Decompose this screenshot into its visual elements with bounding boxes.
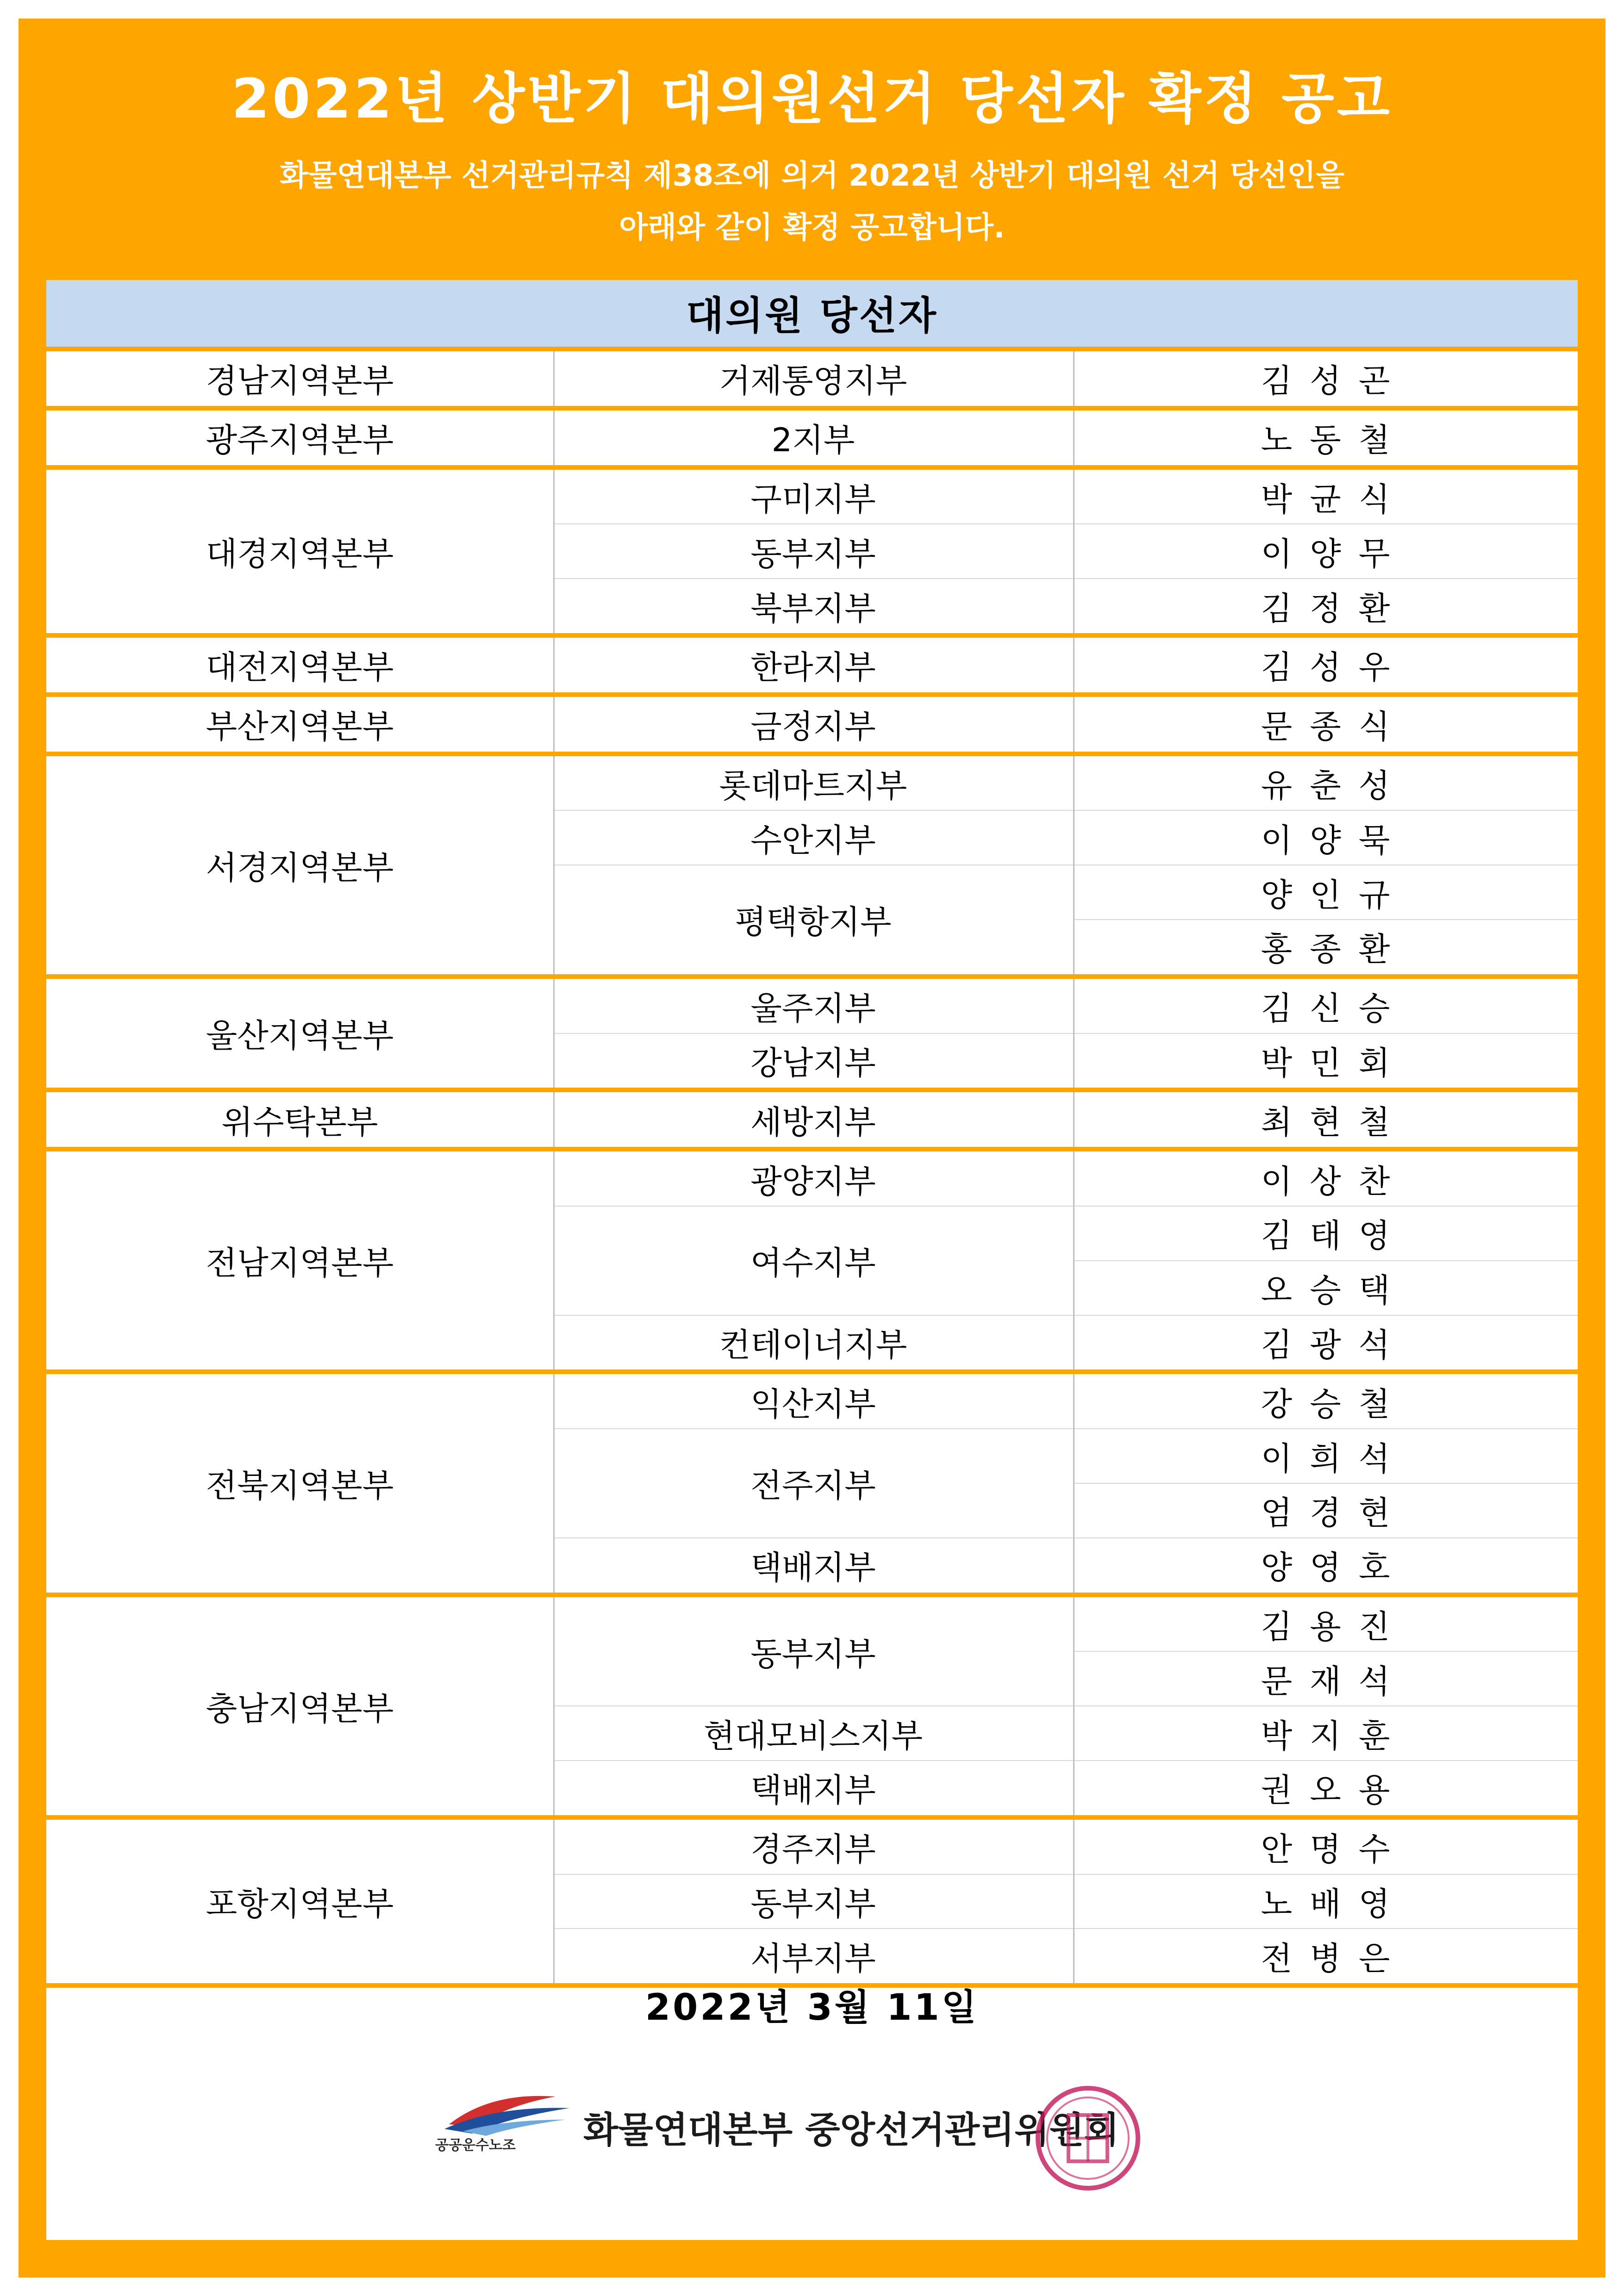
table-divider <box>553 1315 1578 1316</box>
branch-cell: 택배지부 <box>750 1771 876 1810</box>
member-cell: 강승철 <box>1261 1385 1408 1423</box>
table-divider <box>1073 919 1578 920</box>
region-cell: 부산지역본부 <box>206 708 394 746</box>
member-cell: 양인규 <box>1261 876 1408 914</box>
branch-cell: 수안지부 <box>750 821 876 859</box>
branch-cell: 세방지부 <box>750 1103 876 1141</box>
column-divider <box>1073 1151 1074 1369</box>
official-seal-icon <box>1032 2083 1143 2194</box>
member-cell: 이양묵 <box>1261 821 1408 859</box>
branch-cell: 택배지부 <box>750 1549 876 1587</box>
table-divider <box>1073 1260 1578 1261</box>
branch-cell: 여수지부 <box>750 1244 876 1282</box>
column-divider <box>553 411 555 465</box>
member-cell: 김신승 <box>1261 989 1408 1028</box>
region-cell: 위수탁본부 <box>221 1103 378 1141</box>
column-divider <box>1073 351 1074 406</box>
table-divider <box>46 692 1578 697</box>
member-cell: 노배영 <box>1261 1885 1408 1923</box>
branch-cell: 서부지부 <box>750 1939 876 1978</box>
member-cell: 김정환 <box>1261 589 1408 628</box>
column-divider <box>553 697 555 752</box>
column-divider <box>1073 470 1074 633</box>
table-divider <box>46 633 1578 638</box>
branch-cell: 구미지부 <box>750 480 876 518</box>
table-divider <box>46 1369 1578 1374</box>
column-divider <box>553 1092 555 1147</box>
page-subtitle-line2: 아래와 같이 확정 공고합니다. <box>619 211 1005 245</box>
branch-cell: 금정지부 <box>750 708 876 746</box>
column-divider <box>1073 1092 1074 1147</box>
table-divider <box>46 974 1578 979</box>
column-divider <box>1073 979 1074 1088</box>
table-divider <box>46 1815 1578 1820</box>
member-cell: 박균식 <box>1261 480 1408 518</box>
member-cell: 김용진 <box>1261 1607 1408 1646</box>
region-cell: 대경지역본부 <box>206 535 394 573</box>
table-divider <box>553 1928 1578 1929</box>
announcement-date: 2022년 3월 11일 <box>645 1987 979 2028</box>
region-cell: 울산지역본부 <box>206 1017 394 1055</box>
branch-cell: 롯데마트지부 <box>719 766 907 805</box>
branch-cell: 동부지부 <box>750 1635 876 1673</box>
table-divider <box>553 1874 1578 1875</box>
member-cell: 권오용 <box>1261 1771 1408 1810</box>
table-divider <box>553 1760 1578 1761</box>
table-divider <box>1073 1651 1578 1652</box>
column-divider <box>553 1374 555 1592</box>
region-cell: 경남지역본부 <box>206 362 394 400</box>
branch-cell: 익산지부 <box>750 1385 876 1423</box>
member-cell: 문재석 <box>1261 1662 1408 1700</box>
column-divider <box>553 470 555 633</box>
member-cell: 김성우 <box>1261 648 1408 687</box>
column-divider <box>1073 756 1074 974</box>
branch-cell: 동부지부 <box>750 1885 876 1923</box>
member-cell: 김광석 <box>1261 1325 1408 1364</box>
member-cell: 이양무 <box>1261 535 1408 573</box>
column-divider <box>1073 697 1074 752</box>
column-divider <box>553 979 555 1088</box>
member-cell: 안명수 <box>1261 1830 1408 1869</box>
column-divider <box>1073 1374 1074 1592</box>
member-cell: 유춘성 <box>1261 766 1408 805</box>
region-cell: 충남지역본부 <box>206 1689 394 1728</box>
table-divider <box>553 1428 1578 1429</box>
organization-name: 화물연대본부 중앙선거관리위원회 <box>583 2109 1119 2151</box>
table-divider <box>553 578 1578 579</box>
table-divider <box>553 1537 1578 1538</box>
branch-cell: 평택항지부 <box>735 903 892 941</box>
branch-cell: 거제통영지부 <box>719 362 907 400</box>
region-cell: 대전지역본부 <box>206 648 394 687</box>
branch-cell: 광양지부 <box>750 1162 876 1201</box>
branch-cell: 한라지부 <box>750 648 876 687</box>
branch-cell: 전주지부 <box>750 1467 876 1505</box>
region-cell: 전남지역본부 <box>206 1244 394 1282</box>
page-subtitle-line1: 화물연대본부 선거관리규칙 제38조에 의거 2022년 상반기 대의원 선거 당선인을 <box>279 159 1345 193</box>
table-divider <box>46 1147 1578 1151</box>
member-cell: 최현철 <box>1261 1103 1408 1141</box>
column-divider <box>553 1820 555 1983</box>
region-cell: 포항지역본부 <box>206 1885 394 1923</box>
member-cell: 엄경현 <box>1261 1494 1408 1532</box>
column-divider <box>553 351 555 406</box>
branch-cell: 현대모비스지부 <box>703 1717 923 1755</box>
member-cell: 이희석 <box>1261 1439 1408 1478</box>
column-divider <box>1073 638 1074 692</box>
column-divider <box>553 756 555 974</box>
column-divider <box>1073 411 1074 465</box>
member-cell: 오승택 <box>1261 1271 1408 1310</box>
branch-cell: 컨테이너지부 <box>719 1325 907 1364</box>
column-divider <box>1073 1597 1074 1815</box>
column-divider <box>1073 1820 1074 1983</box>
member-cell: 박지훈 <box>1261 1717 1408 1755</box>
region-cell: 서경지역본부 <box>206 848 394 887</box>
table-divider <box>46 347 1578 351</box>
branch-cell: 북부지부 <box>750 589 876 628</box>
branch-cell: 강남지부 <box>750 1044 876 1082</box>
table-divider <box>1073 1483 1578 1484</box>
branch-cell: 2지부 <box>771 421 855 460</box>
column-divider <box>553 638 555 692</box>
table-divider <box>46 406 1578 411</box>
organization-logo <box>435 2078 1222 2189</box>
table-divider <box>553 523 1578 524</box>
region-cell: 광주지역본부 <box>206 421 394 460</box>
branch-cell: 울주지부 <box>750 989 876 1028</box>
member-cell: 양영호 <box>1261 1549 1408 1587</box>
table-divider <box>553 1033 1578 1034</box>
column-divider <box>553 1597 555 1815</box>
page-title: 2022년 상반기 대의원선거 당선자 확정 공고 <box>231 67 1393 131</box>
union-logo-icon <box>435 2083 574 2138</box>
member-cell: 김태영 <box>1261 1217 1408 1255</box>
member-cell: 문종식 <box>1261 708 1408 746</box>
member-cell: 노동철 <box>1261 421 1408 460</box>
member-cell: 이상찬 <box>1261 1162 1408 1201</box>
table-divider <box>553 810 1578 811</box>
table-divider <box>553 1206 1578 1207</box>
column-divider <box>553 1151 555 1369</box>
table-title: 대의원 당선자 <box>46 280 1578 351</box>
member-cell: 김성곤 <box>1261 362 1408 400</box>
table-divider <box>46 752 1578 756</box>
member-cell: 박민회 <box>1261 1044 1408 1082</box>
member-cell: 홍종환 <box>1261 930 1408 969</box>
table-divider <box>553 1705 1578 1706</box>
region-cell: 전북지역본부 <box>206 1467 394 1505</box>
branch-cell: 경주지부 <box>750 1830 876 1869</box>
table-divider <box>46 1088 1578 1092</box>
member-cell: 전병은 <box>1261 1939 1408 1978</box>
table-divider <box>46 1593 1578 1597</box>
table-divider <box>46 465 1578 470</box>
branch-cell: 동부지부 <box>750 535 876 573</box>
union-logo-label: 공공운수노조 <box>435 2137 516 2153</box>
